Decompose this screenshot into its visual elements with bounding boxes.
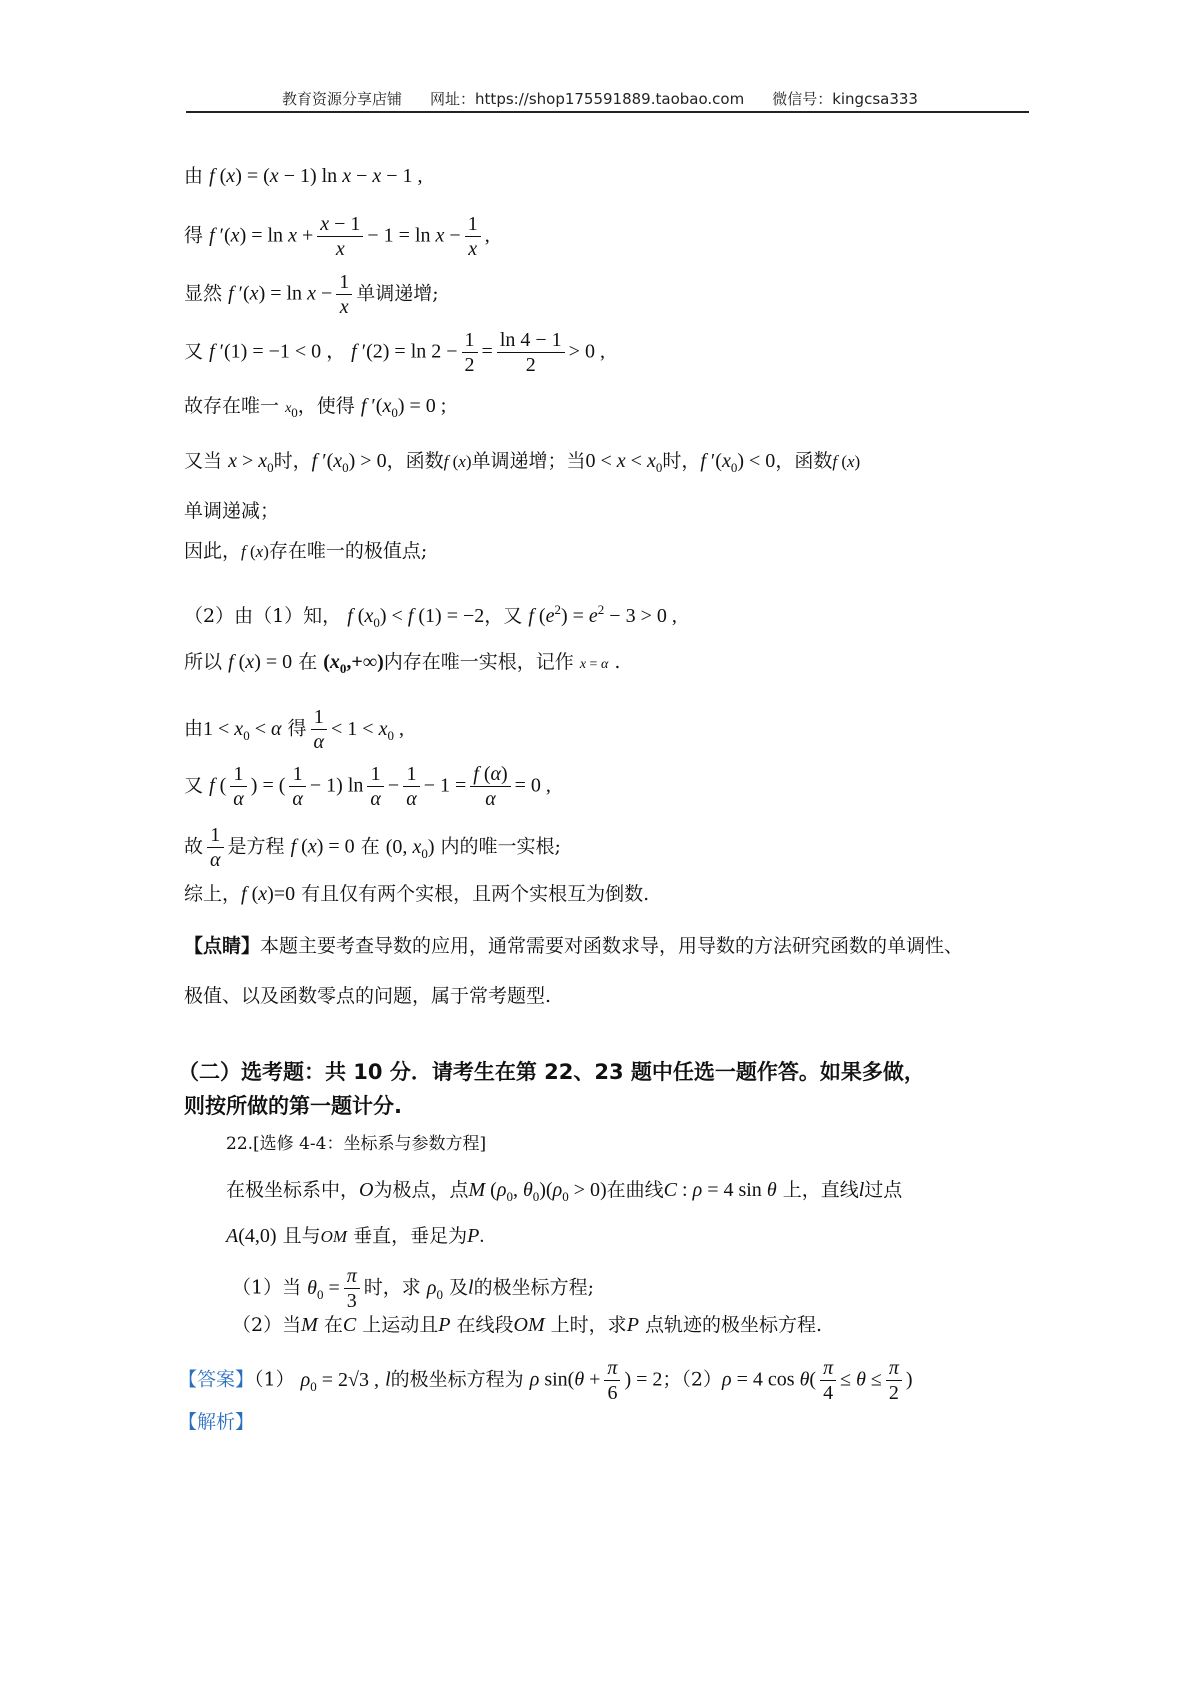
solution-line-11: 由$1 < x_0 < \alpha$ 得 $\frac{1}{\alpha}$ < $1 < x_0$ , (184, 706, 404, 753)
fraction: $\frac{1}{\alpha}$ (311, 705, 328, 754)
dianjing-line-2: 极值、以及函数零点的问题，属于常考题型. (184, 985, 552, 1007)
page-header (0, 88, 1200, 109)
solution-line-3: 显然 f ′(x) = ln x − $\frac{1}{x}$ 单调递增; (184, 271, 439, 318)
header-shop: 教育资源分享店铺 (282, 90, 403, 108)
solution-line-5: 故存在唯一 x0，使得 f $'(x_0) = 0$ ; (184, 395, 447, 420)
fraction: $\frac{1}{x}$ (465, 212, 481, 261)
section-heading-cont: 则按所做的第一题计分. (184, 1094, 402, 1118)
header-site: 网址：https://shop175591889.taobao.com (430, 90, 745, 108)
answer-tag: 【答案】 (178, 1368, 255, 1391)
header-rule (186, 111, 1029, 113)
solution-line-12: 又 f ( $\frac{1}{\alpha}$ ) = ( $\frac{1}{\alpha}$ − 1) ln $\frac{1}{\alpha}$ − $\frac{1}{\alpha}$ − 1 = $\frac{f (\alpha)}{\alpha}$ = 0 , (184, 763, 551, 810)
solution-line-8: 因此，f (x)存在唯一的极值点; (184, 540, 428, 562)
solution-line-7: 单调递减； (184, 500, 280, 522)
fraction: $\frac{\pi}{2}$ (886, 1356, 902, 1405)
fraction: $\frac{x - 1}{x}$ (317, 212, 363, 261)
fraction: $\frac{1}{\alpha}$ (230, 762, 247, 811)
section-heading: （二）选考题：共 10 分．请考生在第 22、23 题中任选一题作答。如果多做， (178, 1060, 925, 1084)
answer-line: 【答案】（1） $\rho_0 = 2√3$ , l的极坐标方程为 ρ sin(θ + $\frac{\pi}{6}$ ) = 2；（2）ρ = 4 cos θ( $\frac{\pi}{4}$ ≤ θ ≤ $\frac{\pi}{2}$ ) (178, 1357, 913, 1404)
solution-line-14: 综上，f (x)=0 有且仅有两个实根，且两个实根互为倒数. (184, 883, 650, 905)
fraction: $\frac{1}{\alpha}$ (207, 823, 224, 872)
dianjing-line-1: 【点睛】本题主要考查导数的应用，通常需要对函数求导，用导数的方法研究函数的单调性、 (184, 935, 964, 957)
solution-line-1: 由 f (x) = (x − 1) ln x − x − 1 , (184, 165, 423, 187)
fraction: $\frac{1}{\alpha}$ (289, 762, 306, 811)
question-22-title: 22.[选修 4-4：坐标系与参数方程] (226, 1134, 487, 1154)
question-22-line-1: 在极坐标系中，O为极点，点M ($\rho_0$, $\theta_0)(\rho_0 > 0)$在曲线C : ρ = 4 sin θ 上，直线l过点 (226, 1179, 903, 1204)
solution-line-6: 又当 $x > x_0$时，f $'(x_0) > 0$，函数f (x)单调递增；当$0 < x < x_0$时，f $'(x_0) < 0$，函数f (x) (184, 450, 861, 475)
formula: f (x) = (x − 1) ln x − x − 1 , (209, 165, 423, 187)
solution-line-9: （2）由（1）知， f $(x_0) < f$ (1) = −2，又 f $(e^2) = e^2 - 3 > 0$ , (184, 602, 677, 630)
solution-line-4: 又 f ′(1) = −1 < 0 ， f ′(2) = ln 2 − $\frac{1}{2}$ = $\frac{\ln 4 - 1}{2}$ > 0 , (184, 329, 605, 376)
question-22-line-2: A(4,0) 且与OM 垂直，垂足为P. (226, 1225, 485, 1247)
fraction: $\frac{\pi}{3}$ (344, 1264, 360, 1313)
solution-line-13: 故 $\frac{1}{\alpha}$ 是方程 f (x) = 0 在 (0, $x_0$) 内的唯一实根; (184, 824, 561, 871)
fraction: $\frac{1}{\alpha}$ (403, 762, 420, 811)
question-22-part-2: （2）当M 在C 上运动且P 在线段OM 上时，求P 点轨迹的极坐标方程. (232, 1314, 822, 1336)
fraction: $\frac{1}{2}$ (462, 328, 478, 377)
question-22-part-1: （1）当 $\theta_0$ = $\frac{\pi}{3}$ 时，求 $\rho_0$ 及l的极坐标方程; (232, 1265, 594, 1312)
dianjing-tag: 【点睛】 (184, 935, 261, 957)
fraction: $\frac{\pi}{4}$ (820, 1356, 836, 1405)
analysis-tag: 【解析】 (178, 1411, 255, 1433)
fraction: $\frac{\ln 4 - 1}{2}$ (497, 328, 565, 377)
fraction: $\frac{1}{x}$ (336, 270, 352, 319)
analysis-line (178, 1408, 254, 1436)
fraction: $\frac{f (\alpha)}{\alpha}$ (470, 762, 510, 811)
solution-line-10: 所以 f (x) = 0 在 $(x_0,+\infty)$内存在唯一实根，记作 x = α . (184, 651, 621, 676)
fraction: $\frac{\pi}{6}$ (604, 1356, 620, 1405)
fraction: $\frac{1}{\alpha}$ (367, 762, 384, 811)
solution-line-2: 得 f ′(x) = ln x + $\frac{x - 1}{x}$ − 1 = ln x − $\frac{1}{x}$ , (184, 213, 490, 260)
header-wechat: 微信号：kingcsa333 (772, 90, 918, 108)
